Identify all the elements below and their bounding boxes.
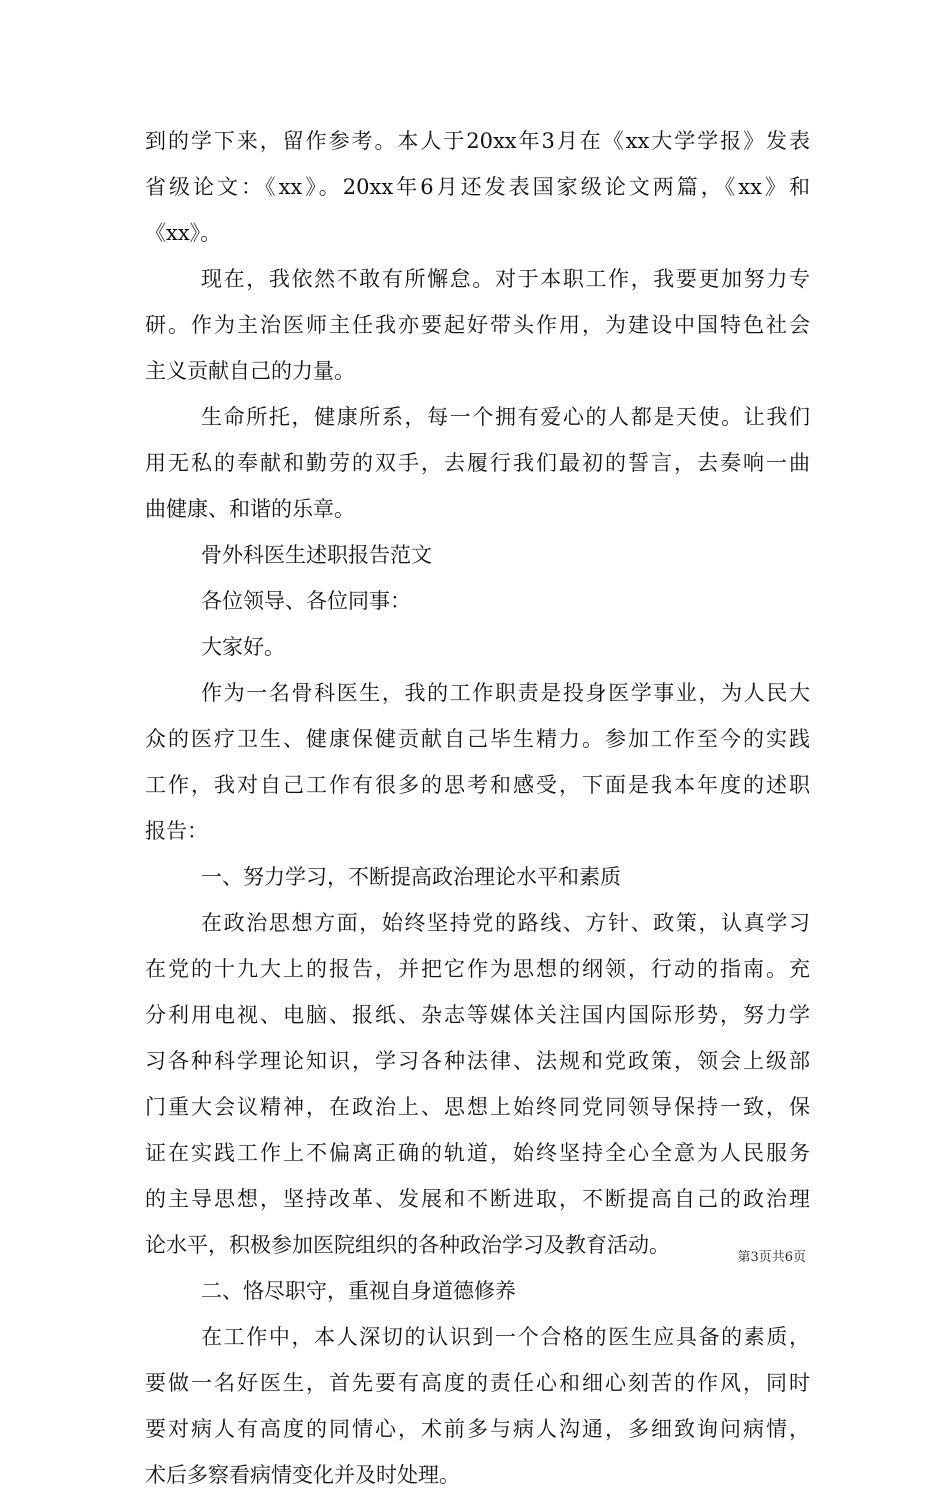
text-line: 大家好。 (201, 635, 285, 659)
text-line: 众的医疗卫生、健康保健贡献自己毕生精力。参加工作至今的实践 (145, 727, 810, 751)
text-line: 的主导思想，坚持改革、发展和不断进取，不断提高自己的政治理 (145, 1187, 810, 1211)
text-line: 在工作中，本人深切的认识到一个合格的医生应具备的素质， (201, 1325, 810, 1349)
text-line: 省级论文：《xx》。20xx年6月还发表国家级论文两篇，《xx》和 (145, 175, 810, 199)
text-line: 用无私的奉献和勤劳的双手，去履行我们最初的誓言，去奏响一曲 (145, 451, 810, 475)
text-line: 作为一名骨科医生，我的工作职责是投身医学事业，为人民大 (201, 681, 810, 705)
text-line: 术后多察看病情变化并及时处理。 (145, 1463, 460, 1487)
text-line: 论水平，积极参加医院组织的各种政治学习及教育活动。 (145, 1233, 670, 1257)
text-line: 各位领导、各位同事： (201, 589, 411, 613)
text-line: 现在，我依然不敢有所懈怠。对于本职工作，我要更加努力专 (201, 267, 810, 291)
text-line: 二、恪尽职守，重视自身道德修养 (201, 1279, 516, 1303)
text-line: 主义贡献自己的力量。 (145, 359, 355, 383)
text-line: 骨外科医生述职报告范文 (201, 543, 432, 567)
text-line: 到的学下来，留作参考。本人于20xx年3月在《xx大学学报》发表 (145, 129, 810, 153)
text-line: 要对病人有高度的同情心，术前多与病人沟通，多细致询问病情， (145, 1417, 810, 1441)
text-line: 一、努力学习，不断提高政治理论水平和素质 (201, 865, 621, 889)
text-line: 分利用电视、电脑、报纸、杂志等媒体关注国内国际形势，努力学 (145, 1003, 810, 1027)
text-line: 在政治思想方面，始终坚持党的路线、方针、政策，认真学习 (201, 911, 810, 935)
text-line: 曲健康、和谐的乐章。 (145, 497, 355, 521)
text-line: 研。作为主治医师主任我亦要起好带头作用，为建设中国特色社会 (145, 313, 810, 337)
text-line: 工作，我对自己工作有很多的思考和感受，下面是我本年度的述职 (145, 773, 810, 797)
text-line: 证在实践工作上不偏离正确的轨道，始终坚持全心全意为人民服务 (145, 1141, 810, 1165)
text-line: 门重大会议精神，在政治上、思想上始终同党同领导保持一致，保 (145, 1095, 810, 1119)
document-body (145, 118, 810, 1498)
text-line: 要做一名好医生，首先要有高度的责任心和细心刻苦的作风，同时 (145, 1371, 810, 1395)
text-line: 习各种科学理论知识，学习各种法律、法规和党政策，领会上级部 (145, 1049, 810, 1073)
text-line: 报告： (145, 819, 208, 843)
text-line: 在党的十九大上的报告，并把它作为思想的纲领，行动的指南。充 (145, 957, 810, 981)
page-number: 第3页共6页 (737, 1250, 806, 1265)
text-line: 生命所托，健康所系，每一个拥有爱心的人都是天使。让我们 (201, 405, 810, 429)
text-line: 《xx》。 (145, 221, 222, 245)
